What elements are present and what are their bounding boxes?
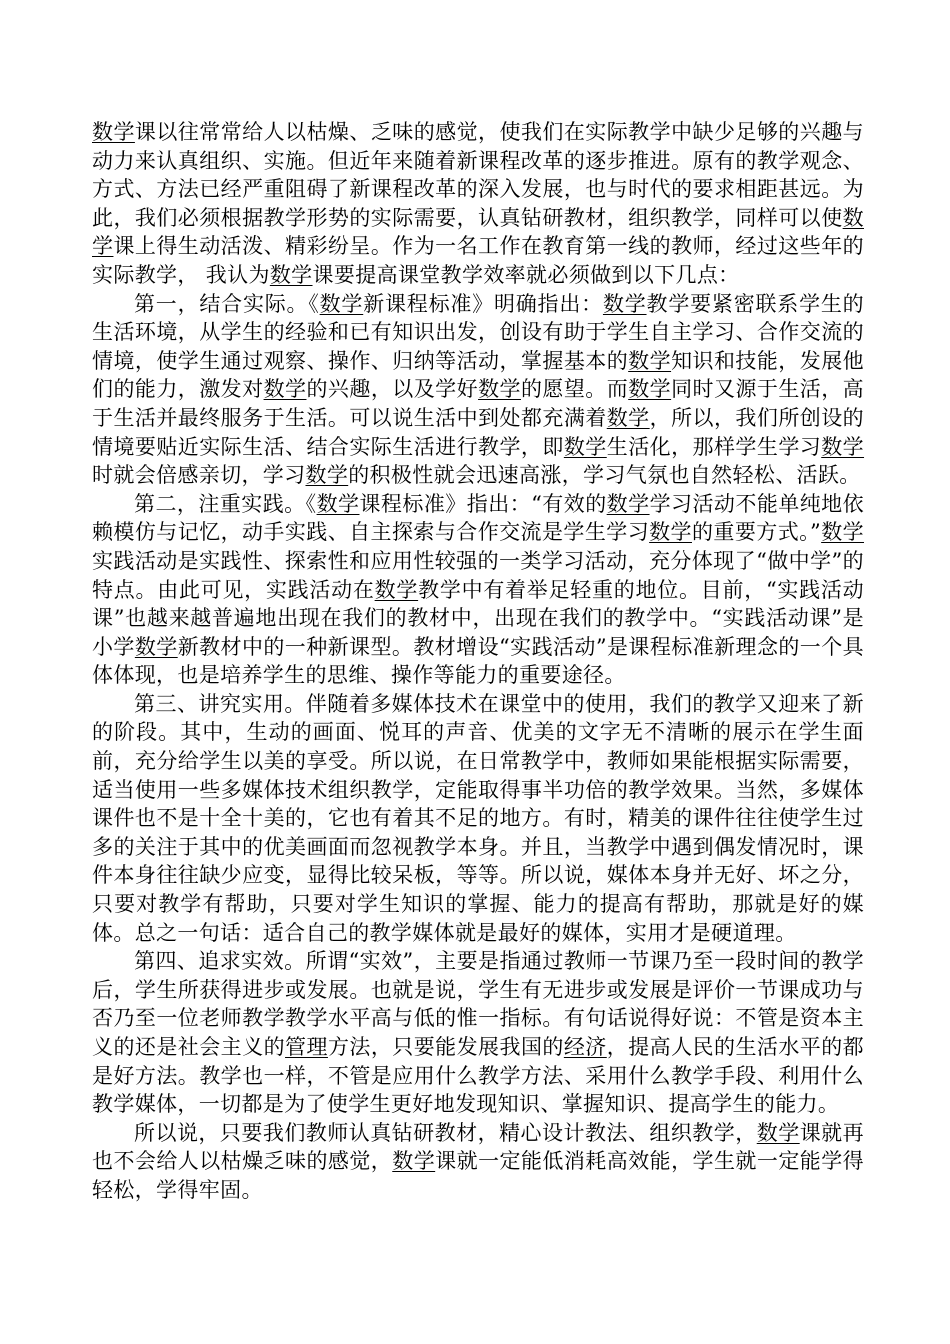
keyword-link[interactable]: 数学 — [374, 577, 419, 602]
paragraph-text: 同时又源于生活，高于生活并最终服务于生活。可以说生活中到处都充满着 — [92, 377, 865, 430]
keyword-link[interactable]: 数学 — [316, 491, 360, 516]
keyword-link[interactable]: 数学 — [606, 405, 650, 430]
paragraph-text: 实践活动是实践性、探索性和应用性较强的一类学习活动，充分体现了“做中学”的特点。由此可见，实践活动在 — [92, 548, 864, 602]
keyword-link[interactable]: 数学 — [134, 634, 178, 659]
keyword-link[interactable]: 数学 — [305, 463, 349, 488]
paragraph-5 — [92, 947, 864, 1119]
keyword-link[interactable]: 数学 — [92, 120, 135, 144]
paragraph-text: 教学要紧密联系学生的生活环境，从学生的经验和已有知识出发，创设有助于学生自主学习、合作交流的情境，使学生通过观察、操作、归纳等活动，掌握基本的 — [92, 291, 865, 373]
keyword-link[interactable]: 数学 — [628, 377, 672, 402]
keyword-link[interactable]: 数学 — [602, 291, 647, 316]
paragraph-text: 第四、追求实效。所谓“实效”，主要是指通过教师一节课乃至一段时间的教学后，学生所获得进步或发展。也就是说，学生有无进步或发展是评价一节课成功与否乃至一位老师教学教学水平高与低的惟一指标。有句话说得好说：不管是资本主义的还是社会主义的 — [92, 949, 864, 1059]
paragraph-text: 课上得生动活泼、精彩纷呈。作为一名工作在教育第一线的教师，经过这些年的实际教学， 我认为 — [92, 234, 864, 287]
paragraph-text: 知识和技能，发展他们的能力，激发对 — [92, 348, 865, 402]
paragraph-text: 所以说，只要我们教师认真钻研教材，精心设计教法、组织教学， — [134, 1120, 757, 1145]
paragraph-text: 新教材中的一种新课型。教材增设“实践活动”是课程标准新理念的一个具体体现，也是培养学生的思维、操作等能力的重要途径。 — [92, 634, 864, 688]
paragraph-text: 课以往常常给人以枯燥、乏味的感觉，使我们在实际教学中缺少足够的兴趣与动力来认真组织、实施。但近年来随着新课程改革的逐步推进。原有的教学观念、方式、方法已经严重阻碍了新课程改革的深入发展，也与时代的要求相距甚远。为此，我们必须根据教学形势的实际需要，认真钻研教材，组织教学，同样可以使 — [92, 120, 864, 230]
keyword-link[interactable]: 数学 — [92, 205, 864, 259]
paragraph-text: ，所以，我们所创设的情境要贴近实际生活、结合实际生活进行教学，即 — [92, 405, 865, 459]
keyword-link[interactable]: 数学 — [478, 377, 521, 402]
paragraph-text: ，提高人民的生活水平的都是好方法。教学也一样，不管是应用什么教学方法、采用什么教学手段、利用什么教学媒体，一切都是为了使学生更好地发现知识、掌握知识、提高学生的能力。 — [92, 1035, 865, 1117]
keyword-link[interactable]: 数学 — [756, 1120, 800, 1145]
keyword-link[interactable]: 数学 — [821, 520, 864, 545]
keyword-link[interactable]: 管理 — [285, 1035, 328, 1059]
paragraph-4 — [92, 690, 864, 947]
paragraph-text: 的兴趣，以及学好 — [306, 377, 479, 402]
paragraph-text: 第三、讲究实用。伴随着多媒体技术在课堂中的使用，我们的教学又迎来了新的阶段。其中，生动的画面、悦耳的声音、优美的文字无不清晰的展示在学生面前，充分给学生以美的享受。所以说，在日常教学中，教师如果能根据实际需要，适当使用一些多媒体技术组织教学，定能取得事半功倍的教学效果。当然，多媒体课件也不是十全十美的，它也有着其不足的地方。有时，精美的课件往往使学生过多的关注于其中的优美画面而忽视教学本身。并且，当教学中遇到偶发情况时，课件本身往往缺少应变，显得比较呆板，等等。所以说，媒体本身并无好、坏之分，只要对教学有帮助，只要对学生知识的掌握、能力的提高有帮助，那就是好的媒体。总之一句话：适合自己的教学媒体就是最好的媒体，实用才是硬道理。 — [92, 691, 864, 945]
paragraph-text: 课程标准》指出：“有效的 — [359, 491, 607, 516]
paragraph-6 — [92, 1119, 864, 1205]
document-body — [92, 118, 864, 1205]
paragraph-text: 课要提高课堂教学效率就必须做到以下几点： — [312, 262, 740, 287]
keyword-link[interactable]: 数学 — [263, 377, 307, 402]
keyword-link[interactable]: 数学 — [269, 262, 313, 287]
paragraph-text: 时就会倍感亲切，学习 — [92, 463, 306, 488]
paragraph-text: 课就再也不会给人以枯燥乏味的感觉， — [92, 1120, 864, 1174]
paragraph-text: 新课程标准》明确指出： — [363, 291, 603, 316]
paragraph-text: 方法，只要能发展我国的 — [327, 1035, 564, 1059]
keyword-link[interactable]: 数学 — [649, 520, 692, 545]
paragraph-1 — [92, 118, 864, 290]
paragraph-text: 的积极性就会迅速高涨，学习气氛也自然轻松、活跃。 — [348, 463, 861, 488]
paragraph-text: 的愿望。而 — [520, 377, 629, 402]
paragraph-2 — [92, 290, 864, 490]
paragraph-text: 第一，结合实际。《 — [134, 291, 320, 316]
paragraph-text: 课就一定能低消耗高效能，学生就一定能学得轻松，学得牢固。 — [92, 1149, 865, 1202]
keyword-link[interactable]: 数学 — [319, 291, 364, 316]
paragraph-text: 的重要方式。” — [691, 520, 822, 545]
paragraph-text: 第二，注重实践。《 — [134, 491, 317, 516]
keyword-link[interactable]: 数学 — [392, 1149, 436, 1174]
paragraph-text: 学习活动不能单纯地依赖模仿与记忆，动手实践、自主探索与合作交流是学生学习 — [92, 491, 864, 545]
paragraph-text: 生活化，那样学生学习 — [606, 434, 822, 459]
paragraph-text: 教学中有着举足轻重的地位。目前，“实践活动课”也越来越普遍地出现在我们的教材中，出现在我们的教学中。“实践活动课”是小学 — [92, 577, 864, 659]
keyword-link[interactable]: 数学 — [821, 434, 865, 459]
keyword-link[interactable]: 数学 — [563, 434, 607, 459]
keyword-link[interactable]: 数学 — [606, 491, 650, 516]
keyword-link[interactable]: 数学 — [628, 348, 672, 373]
keyword-link[interactable]: 经济 — [563, 1035, 607, 1059]
paragraph-3 — [92, 490, 864, 690]
